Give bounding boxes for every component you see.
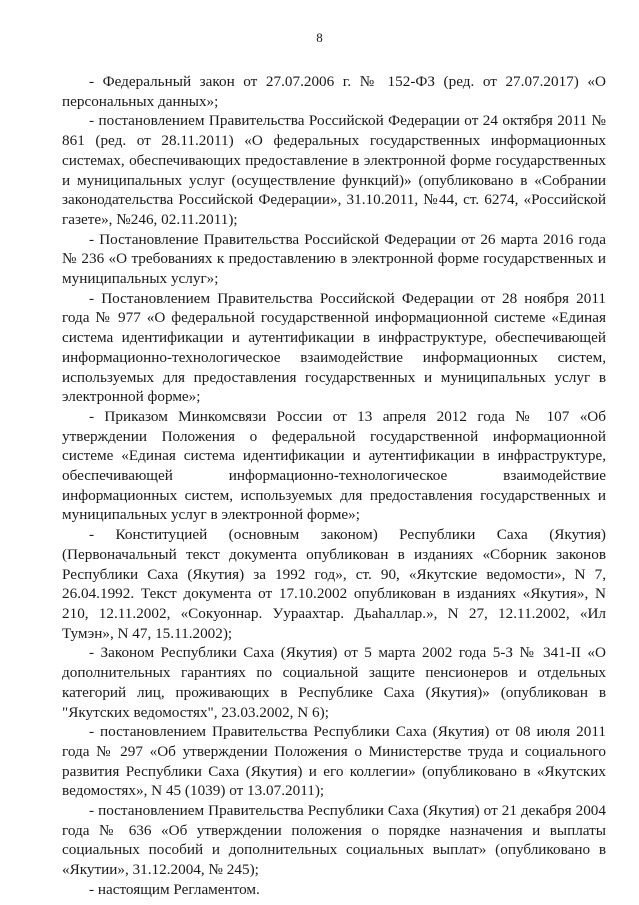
list-item: - постановлением Правительства Российской Федерации от 24 октября 2011 № 861 (ред. от 28.11.2011) «О федеральных государственных информационных системах, обеспечивающих предоставление в электронной форме государственных и муниципальных услуг (осуществление функций)» (опубликовано в «Собрании законодательства Российской Федерации», 31.10.2011, №44, ст. 6274, «Российской газете», №246, 02.11.2011); — [62, 112, 606, 228]
list-item: - настоящим Регламентом. — [89, 880, 260, 898]
list-item: - Федеральный закон от 27.07.2006 г. № 152-ФЗ (ред. от 27.07.2017) «О персональных данных»; — [62, 73, 606, 110]
list-item: - Постановлением Правительства Российской Федерации от 28 ноября 2011 года № 977 «О федеральной государственной информационной системе «Единая система идентификации и аутентификации в инфраструктуре, обеспечивающей информационно-технологическое взаимодействие информационных систем, используемых для предоставления государственных и муниципальных услуг в электронной форме»; — [62, 289, 606, 406]
list-item: - Законом Республики Саха (Якутия) от 5 марта 2002 года 5-З № 341-II «О дополнительных гарантиях по социальной защите пенсионеров и отдельных категорий лиц, проживающих в Республике Саха (Якутия)» (опубликован в "Якутских ведомостях", 23.03.2002, N 6); — [62, 644, 606, 721]
list-item: - Конституцией (основным законом) Республики Саха (Якутия) (Первоначальный текст документа опубликован в изданиях «Сборник законов Республики Саха (Якутия) за 1992 год», ст. 90, «Якутские ведомости», N 7, 26.04.1992. Текст документа от 17.10.2002 опубликован в изданиях «Якутия», N 210, 12.11.2002, «Сокуоннар. Уураахтар. Дьаhаллар.», N 27, 12.11.2002, «Ил Тумэн», N 47, 15.11.2002); — [62, 526, 606, 642]
list-item: - постановлением Правительства Республики Саха (Якутия) от 08 июля 2011 года № 297 «Об утверждении Положения о Министерстве труда и социального развития Республики Саха (Якутия) и его коллегии» (опубликовано в «Якутских ведомостях», N 45 (1039) от 13.07.2011); — [62, 723, 606, 800]
list-item: - Постановление Правительства Российской Федерации от 26 марта 2016 года № 236 «О требованиях к предоставлению в электронной форме государственных и муниципальных услуг»; — [62, 230, 606, 288]
page-number: 8 — [316, 30, 323, 45]
regulation-list — [62, 72, 606, 900]
list-item: - Приказом Минкомсвязи России от 13 апреля 2012 года № 107 «Об утверждении Положения о федеральной государственной информационной системе «Единая система идентификации и аутентификации в инфраструктуре, обеспечивающей информационно-технологическое взаимодействие информационных систем, используемых для предоставления государственных и муниципальных услуг в электронной форме»; — [62, 407, 606, 524]
list-item: - постановлением Правительства Республики Саха (Якутия) от 21 декабря 2004 года № 636 «Об утверждении положения о порядке назначения и выплаты социальных пособий и дополнительных социальных выплат» (опубликовано в «Якутии», 31.12.2004, № 245); — [62, 802, 606, 879]
